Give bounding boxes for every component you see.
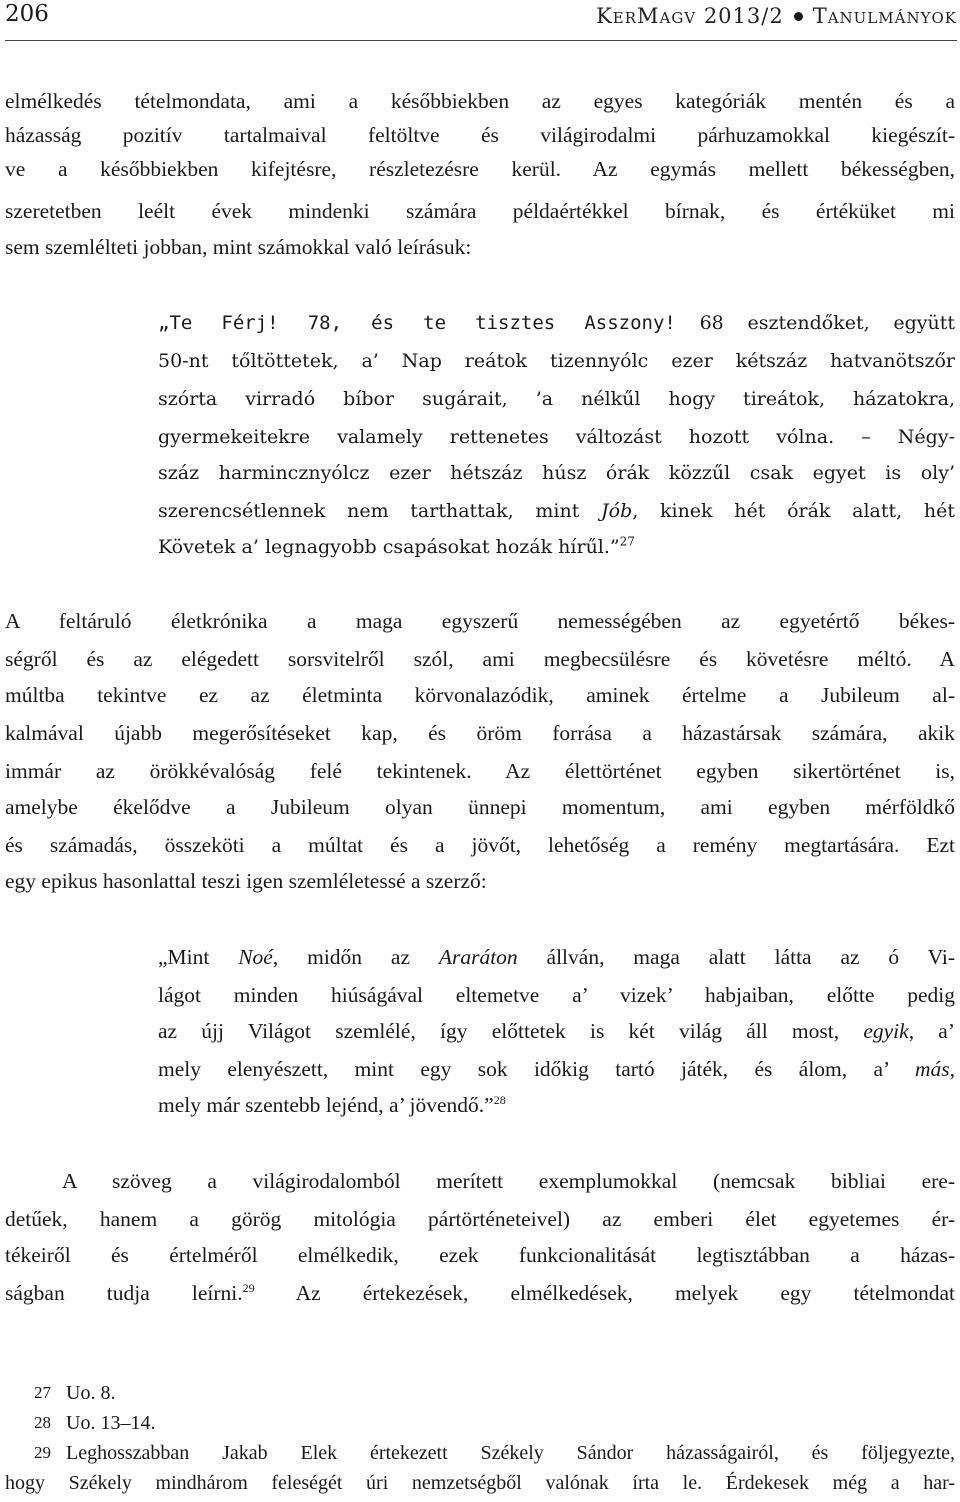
text-line: és számadás, összeköti a múltat és a jövőt, lehetőség a remény megtartására. Ezt (5, 833, 955, 857)
quote-line (158, 1052, 955, 1086)
text-line: amelybe ékelődve a Jubileum olyan ünnepi momentum, ami egyben mérföldkő (5, 795, 955, 819)
footnote-ref-27[interactable]: 27 (619, 534, 635, 549)
footnote-text: Uo. 13–14. (66, 1412, 156, 1434)
quote-italic: Jób (601, 500, 633, 522)
quote-line (158, 1088, 955, 1122)
quote-text: mely már szentebb lejénd, a’ jövendő.” (158, 1093, 494, 1117)
quote-line: száz harmincznyólcz ezer hétszáz húsz órák közzűl csak egyet is oly’ (158, 462, 955, 484)
running-header (5, 0, 957, 36)
quote-text: „Mint (158, 945, 239, 969)
quote-text: az újj Világot szemlélé, így előttetek is két világ áll most, (158, 1019, 864, 1043)
text-line: A feltáruló életkrónika a maga egyszerű nemességében az egyetértő békes- (5, 609, 955, 633)
quote-line (158, 530, 955, 564)
quote-text: Követek a’ legnagyobb csapásokat hozák hírűl.” (158, 536, 620, 558)
text-line: kalmával újabb megerősítéseket kap, és öröm forrása a házastársak számára, akik (5, 721, 955, 745)
text-line: detűek, hanem a görög mitológia pártörténeteivel) az emberi élet egyetemes ér- (5, 1207, 955, 1231)
quote-italic: más (914, 1057, 950, 1081)
section-title: Tanulmányok (812, 4, 957, 28)
text-line: immár az örökkévalóság felé tekintenek. Az élettörténet egyben sikertörténet is, (5, 759, 955, 783)
quote-line: gyermekeitekre valamely rettenetes változást hozott vólna. – Négy- (158, 426, 955, 448)
footnote-number: 29 (34, 1443, 51, 1462)
running-head (596, 4, 957, 28)
quote-line (158, 306, 955, 340)
text-span: Az értekezések, elmélkedések, melyek egy tételmondat (254, 1281, 955, 1305)
footnote-ref-28[interactable]: 28 (493, 1092, 506, 1107)
quote-line-rest: 68 esztendőket, együtt (675, 312, 955, 334)
footnote-continuation: hogy Székely mindhárom feleségét úri nemzetségből valónak írta le. Érdekesek még a har- (5, 1472, 955, 1494)
quote-text: , (949, 1057, 955, 1081)
quote-line-mono: „Te Férj! 78, és te tisztes Asszony! (158, 312, 676, 334)
quote-text: mely elenyészett, mint egy sok időkig tartó játék, és álom, a’ (158, 1057, 915, 1081)
text-line (5, 1276, 955, 1310)
text-line: ségről és az elégedett sorsvitelről szól, ami megbecsülésre és követésre méltó. A (5, 647, 955, 671)
footnote-number: 27 (34, 1383, 51, 1402)
text-line: szeretetben leélt évek mindenki számára példaértékkel bírnak, és értéküket mi (5, 199, 955, 223)
quote-text: szerencsétlennek nem tarthattak, mint (158, 500, 602, 522)
quote-text: , midőn az (272, 945, 439, 969)
text-line: házasság pozitív tartalmaival feltöltve és világirodalmi párhuzamokkal kiegészít- (5, 123, 955, 147)
text-line: egy epikus hasonlattal teszi igen szemléletessé a szerző: (5, 869, 487, 893)
text-line: elmélkedés tételmondata, ami a későbbiekben az egyes kategóriák mentén és a (5, 89, 955, 113)
text-line: tékeiről és értelméről elmélkedik, ezek funkcionalitását legtisztábban a házas- (5, 1243, 955, 1267)
footnote-29 (0, 1440, 960, 1466)
text-line: A szöveg a világirodalomból merített exemplumokkal (nemcsak bibliai ere- (62, 1169, 955, 1193)
quote-italic: Noé (238, 945, 273, 969)
quote-line (158, 940, 955, 974)
quote-line (158, 1014, 955, 1048)
footnote-text: Leghosszabban Jakab Elek értekezett Székely Sándor házasságairól, és följegyezte, (66, 1442, 955, 1464)
footnote-text: Uo. 8. (66, 1382, 116, 1404)
text-line: ve a későbbiekben kifejtésre, részletezésre kerül. Az egymás mellett békességben, (5, 157, 955, 181)
bullet-separator-icon (794, 12, 803, 21)
quote-line (158, 494, 955, 528)
page-number: 206 (5, 1, 49, 27)
quote-text: , kinek hét órák alatt, hét (632, 500, 955, 522)
text-line: sem szemlélteti jobban, mint számokkal való leírásuk: (5, 235, 472, 259)
quote-line: 50-nt tőltöttetek, a’ Nap reátok tizennyólc ezer kétszáz hatvanötszőr (158, 350, 955, 372)
journal-title: KerMagv 2013/2 (596, 4, 784, 28)
quote-italic: Araráton (438, 945, 518, 969)
header-rule (5, 40, 957, 41)
quote-text: állván, maga alatt látta az ó Vi- (517, 945, 955, 969)
quote-line: lágot minden hiúságával eltemetve a’ vizek’ habjaiban, előtte pedig (158, 983, 955, 1007)
footnote-number: 28 (34, 1413, 51, 1432)
footnote-ref-29[interactable]: 29 (242, 1280, 255, 1295)
text-span: ságban tudja leírni. (5, 1281, 243, 1305)
quote-line: szórta virradó bíbor sugárait, ’a nélkűl hogy tireátok, házatokra, (158, 388, 955, 410)
quote-italic: egyik (863, 1019, 909, 1043)
quote-text: , a’ (908, 1019, 955, 1043)
text-line: múltba tekintve ez az életminta körvonalazódik, aminek értelme a Jubileum al- (5, 683, 955, 707)
